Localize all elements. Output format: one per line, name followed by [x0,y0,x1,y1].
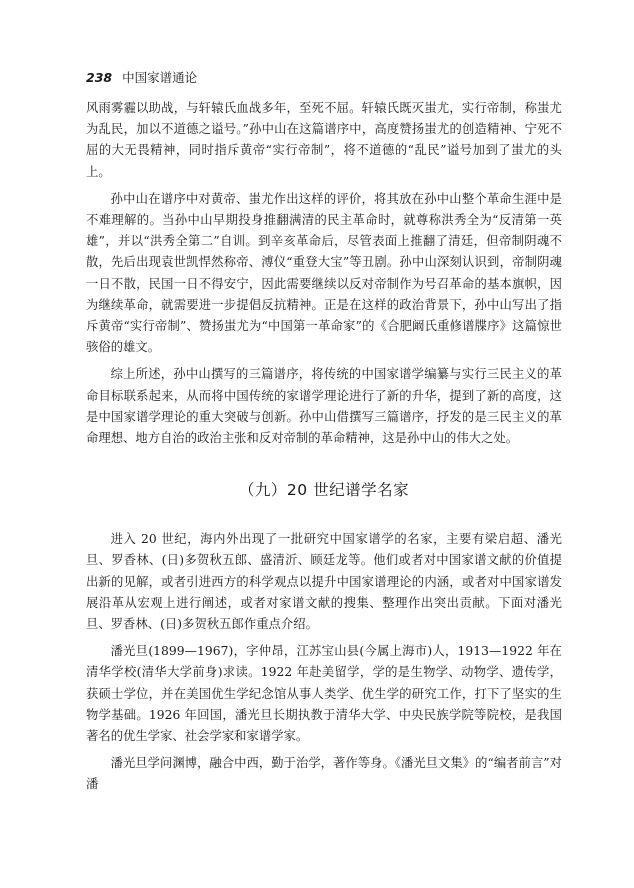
book-title: 中国家谱通论 [122,70,198,85]
page-number: 238 [86,70,113,85]
page-body [86,98,562,802]
paragraph: 进入 20 世纪，海内外出现了一批研究中国家谱学的名家，主要有梁启超、潘光旦、罗香林、(日)多贺秋五郎、盛清沂、顾廷龙等。他们或者对中国家谱文献的价值提出新的见解，或者引进西方的科学观点以提升中国家谱理论的内涵，或者对中国家谱发展沿革从宏观上进行阐述，或者对家谱文献的搜集、整理作出突出贡献。下面对潘光旦、罗香林、(日)多贺秋五郎作重点介绍。 [86,532,562,632]
paragraph: 综上所述，孙中山撰写的三篇谱序，将传统的中国家谱学编纂与实行三民主义的革命目标联系起来，从而将中国传统的家谱学理论进行了新的升华，提到了新的高度，这是中国家谱学理论的重大突破与创新。孙中山借撰写三篇谱序，抒发的是三民主义的革命理想、地方自治的政治主张和反对帝制的革命精神，这是孙中山的伟大之处。 [86,367,562,446]
paragraph: 孙中山在谱序中对黄帝、蚩尤作出这样的评价，将其放在孙中山整个革命生涯中是不难理解的。当孙中山早期投身推翻满清的民主革命时，就尊称洪秀全为“反清第一英雄”，并以“洪秀全第二”自训。到辛亥革命后，尽管表面上推翻了清廷，但帝制阴魂不散，先后出现袁世凯悍然称帝、溥仪“重登大宝”等丑剧。孙中山深刻认识到，帝制阴魂一日不散，民国一日不得安宁，因此需要继续以反对帝制作为号召革命的基本旗帜，因为继续革命，就需要进一步提倡反抗精神。正是在这样的政治背景下，孙中山写出了指斥黄帝“实行帝制”、赞扬蚩尤为“中国第一革命家”的《合肥阚氏重修谱牒序》这篇惊世骇俗的雄文。 [86,191,562,355]
paragraph: 潘光旦(1899—1967)，字仲昂，江苏宝山县(今属上海市)人，1913—1922 年在清华学校(清华大学前身)求读。1922 年赴美留学，学的是生物学、动物学、遗传学，获硕士学位，并在美国优生学纪念馆从事人类学、优生学的研究工作，打下了坚实的生物学基础。1926 年回国，潘光旦长期执教于清华大学、中央民族学院等院校，是我国著名的优生学家、社会学家和家谱学家。 [86,644,562,744]
paragraph: 潘光旦学问渊博，融合中西，勤于治学，著作等身。《潘光旦文集》的“编者前言”对潘 [86,756,562,792]
running-header [86,70,566,86]
paragraph-continued: 风雨雾霾以助战，与轩辕氏血战多年，至死不屈。轩辕氏既灭蚩尤，实行帝制，称蚩尤为乱民，加以不道德之谥号。”孙中山在这篇谱序中，高度赞扬蚩尤的创造精神、宁死不屈的大无畏精神，同时指斥黄帝“实行帝制”，将不道德的“乱民”谥号加到了蚩尤的头上。 [86,101,562,179]
section-heading: （九）20 世纪谱学名家 [238,481,410,500]
